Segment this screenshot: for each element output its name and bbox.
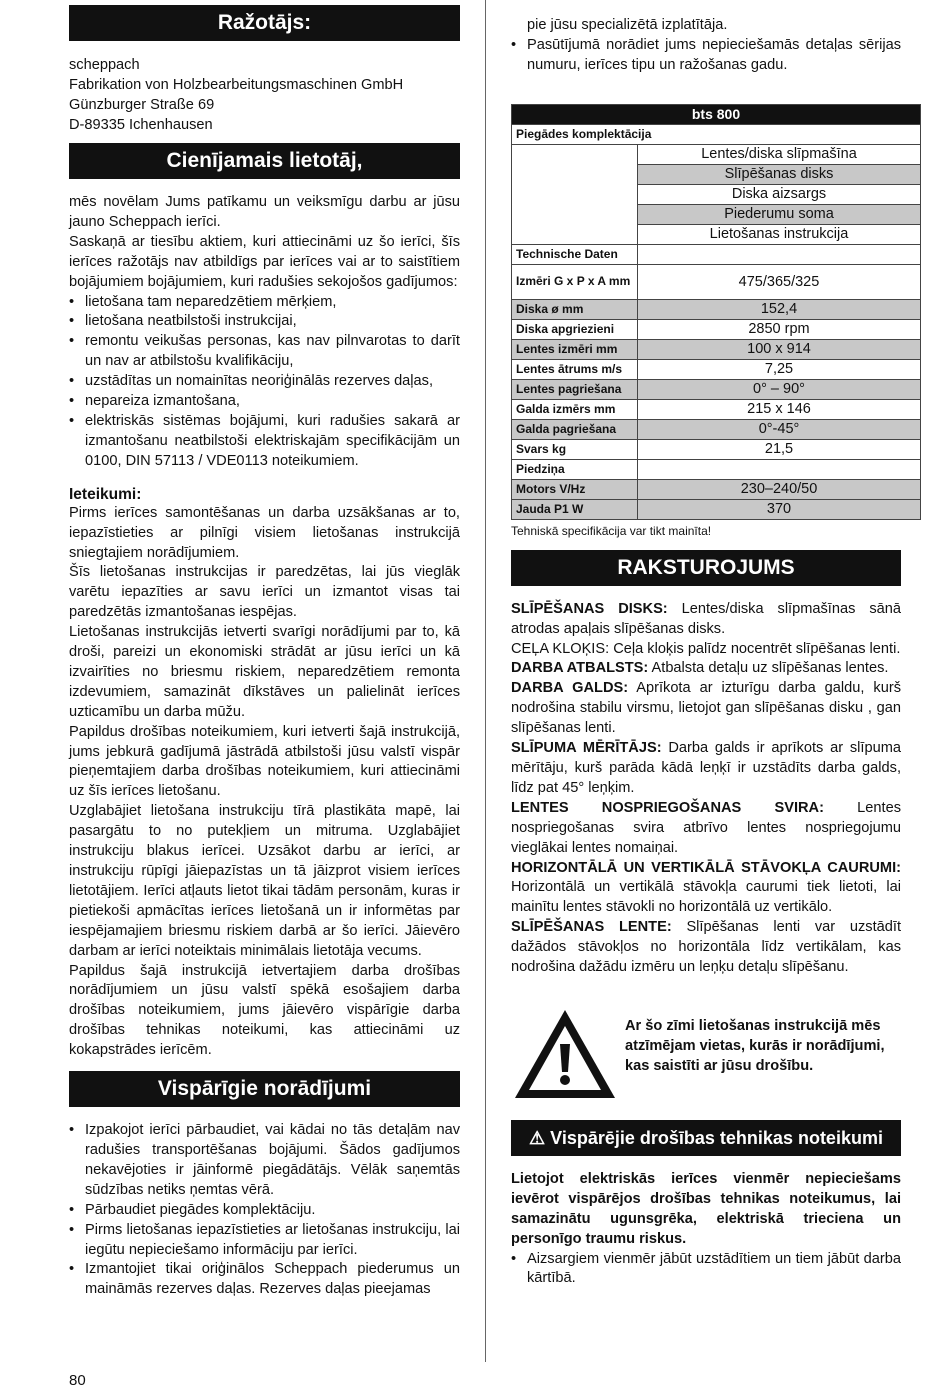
feature-text: Slīpēšanas lenti var uzstādīt dažādos stāvokļos no horizontāla līdz vertikālam, kas nodrošina dažādu izmēru un leņķu detaļu slīpēšanu.	[511, 919, 902, 976]
delivery-item: Piederumu soma	[638, 204, 921, 224]
feature-item	[511, 600, 901, 640]
spec-value: 0°-45°	[638, 419, 921, 439]
delivery-item: Diska aizsargs	[638, 184, 921, 204]
spec-label: Lentes ātrums m/s	[512, 359, 638, 379]
safety-header: ⚠ Vispārējie drošības tehnikas noteikumi	[511, 1120, 901, 1156]
left-column	[69, 0, 460, 1300]
spec-label: Izmēri G x P x A mm	[512, 264, 638, 299]
feature-item	[511, 640, 901, 660]
dear-user-header: Cienījamais lietotāj,	[69, 143, 460, 179]
list-item: • nepareiza izmantošana,	[69, 392, 460, 412]
spec-value: 7,25	[638, 359, 921, 379]
feature-term: SLĪPĒŠANAS LENTE:	[511, 919, 672, 936]
feature-item	[511, 859, 901, 919]
list-item: • lietošana tam neparedzētiem mērķiem,	[69, 293, 460, 313]
safety-section	[511, 1250, 901, 1290]
delivery-item: Lentes/diska slīpmašīna	[638, 144, 921, 164]
manufacturer-header: Ražotājs:	[69, 5, 460, 41]
advice-paragraph: Pirms ierīces samontēšanas un darba uzsākšanas ar to, iepazīstieties ar pilnīgi visiem lietošanas instrukcijā sniegtajiem norādījumiem.	[69, 504, 460, 561]
warning-triangle-icon	[511, 1006, 619, 1102]
spec-label: Galda pagriešana	[512, 419, 638, 439]
spec-value: 152,4	[638, 299, 921, 319]
intro-paragraph: Saskaņā ar tiesību aktiem, kuri attiecināmi uz šo ierīci, šīs ierīces ražotājs nav atbildīgs par ierīces vai ar to saistītiem bojājumiem bojājumiem, kuri radušies sekojošos gadījumos:	[69, 233, 460, 290]
spec-label: Jauda P1 W	[512, 499, 638, 519]
delivery-item: Lietošanas instrukcija	[638, 224, 921, 244]
column-divider	[485, 0, 486, 1362]
list-item: • Aizsargiem vienmēr jābūt uzstādītiem un tiem jābūt darba kārtībā.	[511, 1250, 901, 1290]
feature-item	[511, 739, 901, 799]
table-title: bts 800	[512, 104, 921, 124]
tech-label: Technische Daten	[512, 244, 638, 264]
spec-label: Lentes pagriešana	[512, 379, 638, 399]
intro-section	[69, 193, 460, 472]
drive-label: Piedziņa	[512, 459, 638, 479]
feature-term: LENTES NOSPRIEGOŠANAS SVIRA:	[511, 799, 824, 816]
list-item: • Pirms lietošanas iepazīstieties ar lietošanas instrukciju, lai iegūtu nepieciešamo informāciju par ierīci.	[69, 1221, 460, 1261]
spec-value: 0° – 90°	[638, 379, 921, 399]
feature-text: Atbalsta detaļu uz slīpēšanas lentes.	[648, 660, 889, 677]
address-line: scheppach	[69, 57, 140, 73]
spec-value: 100 x 914	[638, 339, 921, 359]
list-item: • Pārbaudiet piegādes komplektāciju.	[69, 1201, 460, 1221]
feature-item	[511, 679, 901, 739]
advice-header: Ieteikumi:	[69, 485, 142, 503]
advice-paragraph: Lietošanas instrukcijās ietverti svarīgi norādījumi par to, kā droši, pareizi un ekonomiski strādāt ar jūsu ierīci un kā izvairīties no briesmu riskiem, neparedzētiem remonta izdevumiem, samazināt dīkstāves un palielināt ierīces uzticamību un darba mūžu.	[69, 624, 460, 720]
feature-text: CEĻA KLOĶIS: Ceļa kloķis palīdz nocentrēt slīpēšanas lenti.	[511, 640, 901, 657]
advice-paragraph: Šīs lietošanas instrukcijas ir paredzētas, lai jūs vieglāk varētu iepazīties ar savu ierīci un izmantot visas tai paredzētās izmantošanas iespējas.	[69, 564, 460, 621]
order-section	[511, 36, 901, 76]
feature-item	[511, 659, 901, 679]
feature-item	[511, 918, 901, 978]
right-column	[511, 0, 901, 1289]
address-line: Fabrikation von Holzbearbeitungsmaschinen GmbH	[69, 77, 404, 93]
list-item: • elektriskās sistēmas bojājumi, kuri radušies sakarā ar izmantošanu neatbilstoši elektriskajām specifikācijām un 0100, DIN 57113 / VDE0113 noteikumiem.	[69, 412, 460, 472]
warning-block	[511, 1006, 901, 1106]
feature-term: SLĪPUMA MĒRĪTĀJS:	[511, 740, 662, 757]
spec-value: 2850 rpm	[638, 319, 921, 339]
feature-text: Darba galds ir aprīkots ar slīpuma mērītāju, kurš parāda kādā leņķī ir uzstādīts darba galds, līdz pat 45° leņķim.	[511, 740, 901, 796]
manufacturer-address	[69, 55, 460, 135]
feature-text: Aprīkota ar izturīgu darba galdu, kurš nodrošina stabilu virsmu, lietojot gan slīpēšanas disku , gan slīpēšanas lenti.	[511, 680, 901, 737]
list-item: • Pasūtījumā norādiet jums nepieciešamās detaļas sērijas numuru, ierīces tipu un ražošanas gadu.	[511, 36, 901, 76]
spec-label: Motors V/Hz	[512, 479, 638, 499]
features-header: RAKSTUROJUMS	[511, 550, 901, 586]
spec-value: 475/365/325	[638, 264, 921, 299]
spec-label: Diska apgriezieni	[512, 319, 638, 339]
list-item: • uzstādītas un nomainītas neoriģinālās rezerves daļas,	[69, 372, 460, 392]
feature-text: Lentes nospriegošanas svira atbrīvo lentes nospriegojumu vieglākai lentes nomaiņai.	[511, 799, 901, 856]
continued-text: pie jūsu specializētā izplatītāja.	[527, 17, 728, 33]
general-section	[69, 1121, 460, 1300]
liability-list	[69, 293, 460, 472]
feature-term: HORIZONTĀLĀ UN VERTIKĀLĀ STĀVOKĻA CAURUMI:	[511, 859, 901, 876]
spec-label: Svars kg	[512, 439, 638, 459]
list-item: • remontu veikušas personas, kas nav pilnvarotas to darīt un nav ar atbilstošu kvalifikāciju,	[69, 332, 460, 372]
spec-value: 215 x 146	[638, 399, 921, 419]
advice-paragraph: Papildus drošības noteikumiem, kuri ietverti šajā instrukcijā, jums jebkurā gadījumā jāstrādā atbilstoši jūsu valstī vispār pieņemtajiem darba drošības noteikumiem, kuri attiecināmi uz šīs ierīces lietošanu.	[69, 723, 460, 800]
spec-label: Galda izmērs mm	[512, 399, 638, 419]
spec-value: 230–240/50	[638, 479, 921, 499]
spec-value: 21,5	[638, 439, 921, 459]
safety-intro: Lietojot elektriskās ierīces vienmēr nepieciešams ievērot vispārējos drošības tehnikas noteikumus, lai samazinātu ugunsgrēka, elektriskā trieciena un personīgo traumu riskus.	[511, 1170, 901, 1247]
page-number: 80	[69, 1372, 86, 1389]
advice-paragraph: Uzglabājiet lietošana instrukciju tīrā plastikāta mapē, lai pasargātu to no putekļiem un mitruma. Uzglabājiet instrukciju blakus ierīcei. Uzsākot darbu ar ierīci, ar instrukciju rūpīgi jāiepazīstas un tā jāizprot visiem ierīces lietotājiem. Ierīci atļauts lietot tikai tādām personām, kuras ir pietiekoši apmācītas ierīces lietošanā un ir informētas par iespējamajiem briesmu riskiem darbā ar šo ierīci. Jāievēro darbam ar ierīci noteiktais minimālais lietotāja vecums.	[69, 803, 460, 959]
intro-paragraph: mēs novēlam Jums patīkamu un veiksmīgu darbu ar jūsu jauno Scheppach ierīci.	[69, 194, 460, 230]
feature-term: DARBA GALDS:	[511, 680, 629, 697]
feature-term: SLĪPĒŠANAS DISKS:	[511, 600, 668, 617]
list-item: • lietošana neatbilstoši instrukcijai,	[69, 312, 460, 332]
general-list	[69, 1121, 460, 1300]
feature-text: Horizontālā un vertikālā stāvokļa caurumi tiek lietoti, lai mainītu lentes stāvokli no horizontālā uz vertikālo.	[511, 879, 901, 916]
features-section	[511, 600, 901, 978]
table-note: Tehniskā specifikācija var tikt mainīta!	[511, 523, 712, 538]
feature-item	[511, 799, 901, 859]
general-header: Vispārīgie norādījumi	[69, 1071, 460, 1107]
warning-text: Ar šo zīmi lietošanas instrukcijā mēs atzīmējam vietas, kurās ir norādījumi, kas saistīti ar jūsu drošību.	[625, 1017, 885, 1074]
order-list	[511, 36, 901, 76]
spec-table	[511, 104, 921, 520]
spec-value: 370	[638, 499, 921, 519]
delivery-item: Slīpēšanas disks	[638, 164, 921, 184]
feature-term: DARBA ATBALSTS:	[511, 660, 649, 677]
feature-text: Lentes/diska slīpmašīnas sānā atrodas apaļais slīpēšanas disks.	[511, 600, 901, 637]
spec-label: Lentes izmēri mm	[512, 339, 638, 359]
address-line: D-89335 Ichenhausen	[69, 117, 213, 133]
spec-label: Diska ø mm	[512, 299, 638, 319]
address-line: Günzburger Straße 69	[69, 97, 215, 113]
safety-list	[511, 1250, 901, 1290]
advice-section	[69, 504, 460, 1061]
list-item: • Izpakojot ierīci pārbaudiet, vai kādai no tās detaļām nav radušies transportēšanas bojājumi. Šādos gadījumos nekavējoties ir jāinformē piegādātājs. Vēlāk saņemtās sūdzības netiks ņemtas vērā.	[69, 1121, 460, 1201]
advice-paragraph: Papildus šajā instrukcijā ietvertajiem darba drošības norādījumiem un jūsu valstī spēkā esošajiem darba drošības noteikumiem, jums jāievēro vispārīgie darba drošības tehnikas noteikumi, kas attiecināmi uz kokapstrādes ierīcēm.	[69, 962, 460, 1059]
delivery-label: Piegādes komplektācija	[512, 124, 921, 144]
list-item: • Izmantojiet tikai oriģinālos Scheppach piederumus un maināmās rezerves daļas. Rezerves daļas pieejamas	[69, 1260, 460, 1300]
